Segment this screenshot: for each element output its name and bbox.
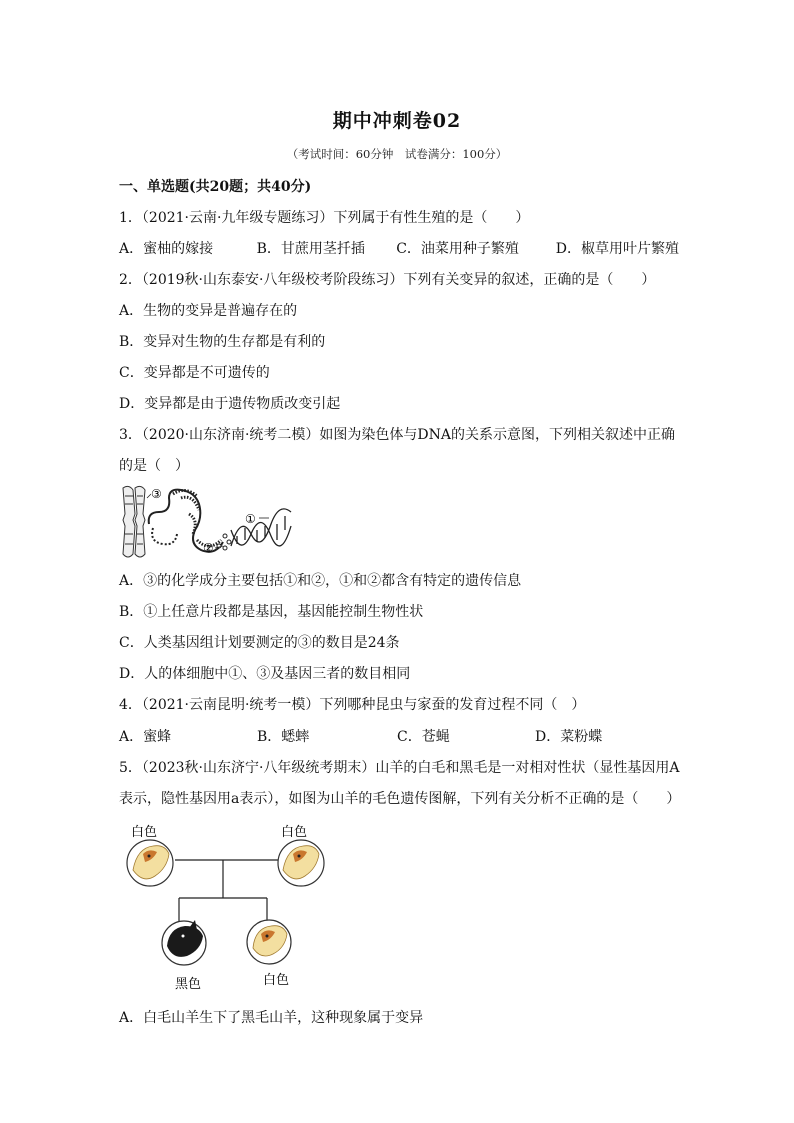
question-4-stem: 4．（2021·云南昆明·统考一模）下列哪种昆虫与家蚕的发育过程不同（ ） xyxy=(119,697,586,713)
option-a: A．白毛山羊生下了黑毛山羊，这种现象属于变异 xyxy=(119,1010,424,1026)
question-3-stem: 3．（2020·山东济南·统考二模）如图为染色体与DNA的关系示意图，下列相关叙述中正确 xyxy=(119,427,676,443)
black-goat-icon xyxy=(162,920,206,965)
question-1-options xyxy=(119,240,679,258)
dna-helix-icon xyxy=(231,509,291,546)
label-parent-1: 白色 xyxy=(131,825,158,840)
option-b: B．变异对生物的生存都是有利的 xyxy=(119,334,326,350)
question-2-stem: 2．（2019秋·山东泰安·八年级校考阶段练习）下列有关变异的叙述，正确的是（ ） xyxy=(119,272,656,288)
option-a: A．蜜柚的嫁接 xyxy=(119,241,214,257)
option-a: A．③的化学成分主要包括①和②，①和②都含有特定的遗传信息 xyxy=(119,573,522,589)
option-b: B．①上任意片段都是基因，基因能控制生物性状 xyxy=(119,604,424,620)
option-a: A．蜜蜂 xyxy=(119,729,172,745)
section-heading: 一、单选题(共20题；共40分) xyxy=(119,179,312,195)
pedigree-lines xyxy=(175,860,279,922)
label-2: ② xyxy=(203,541,214,555)
option-d: D．人的体细胞中①、③及基因三者的数目相同 xyxy=(119,666,411,682)
question-3-stem-cont: 的是（ ） xyxy=(119,458,189,474)
question-5-stem: 5．（2023秋·山东济宁·八年级统考期末）山羊的白毛和黑毛是一对相对性状（显性基因用A xyxy=(119,760,680,776)
chromosome-icon xyxy=(123,486,145,557)
white-goat-icon xyxy=(247,920,291,964)
option-c: C．变异都是不可遗传的 xyxy=(119,365,270,381)
label-1: ① xyxy=(245,512,256,526)
question-5-stem-cont: 表示，隐性基因用a表示），如图为山羊的毛色遗传图解，下列有关分析不正确的是（ ） xyxy=(119,791,681,807)
white-goat-icon xyxy=(278,840,324,886)
option-b: B．甘蔗用茎扦插 xyxy=(256,241,365,257)
label-parent-2: 白色 xyxy=(281,825,308,840)
label-3: ③ xyxy=(151,487,162,501)
chromosome-dna-diagram xyxy=(119,484,299,560)
question-4-options xyxy=(119,728,679,746)
label-child-2: 白色 xyxy=(263,973,290,988)
option-d: D．菜粉蝶 xyxy=(535,729,603,745)
option-d: D．变异都是由于遗传物质改变引起 xyxy=(119,396,341,412)
exam-info: （考试时间：60分钟 试卷满分：100分） xyxy=(286,147,508,161)
label-child-1: 黑色 xyxy=(175,977,202,992)
white-goat-icon xyxy=(127,840,173,886)
option-c: C．人类基因组计划要测定的③的数目是24条 xyxy=(119,635,400,651)
option-a: A．生物的变异是普遍存在的 xyxy=(119,303,298,319)
option-c: C．油菜用种子繁殖 xyxy=(396,241,519,257)
page-title: 期中冲刺卷02 xyxy=(332,110,462,132)
question-1-stem: 1．（2021·云南·九年级专题练习）下列属于有性生殖的是（ ） xyxy=(119,210,530,226)
option-d: D．椒草用叶片繁殖 xyxy=(555,241,679,257)
option-b: B．蟋蟀 xyxy=(257,729,310,745)
goat-heredity-diagram xyxy=(119,818,339,998)
option-c: C．苍蝇 xyxy=(397,729,450,745)
